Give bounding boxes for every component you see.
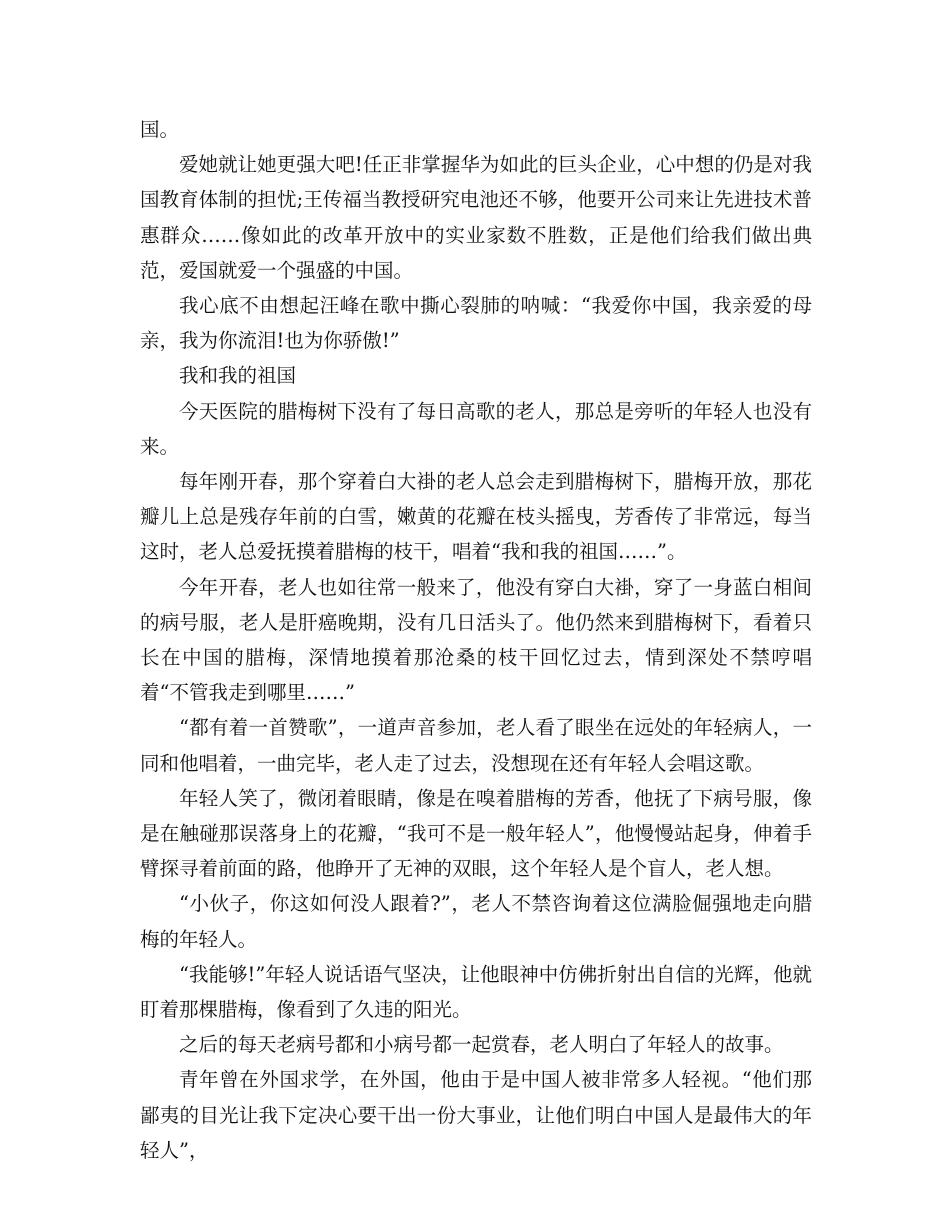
- paragraph: 我心底不由想起汪峰在歌中撕心裂肺的呐喊：“我爱你中国，我亲爱的母亲，我为你流泪!也为你骄傲!”: [140, 294, 812, 353]
- section-heading: 我和我的祖国: [179, 364, 297, 388]
- paragraph: “小伙子，你这如何没人跟着?”，老人不禁咨询着这位满脸倔强地走向腊梅的年轻人。: [140, 892, 812, 951]
- paragraph: 之后的每天老病号都和小病号都一起赏春，老人明白了年轻人的故事。: [179, 1033, 784, 1057]
- document-body: [140, 112, 812, 1168]
- paragraph: 国。: [140, 118, 180, 141]
- paragraph: 每年刚开春，那个穿着白大褂的老人总会走到腊梅树下，腊梅开放，那花瓣儿上总是残存年前的白雪，嫩黄的花瓣在枝头摇曳，芳香传了非常远，每当这时，老人总爱抚摸着腊梅的枝干，唱着“我和我的祖国……”。: [140, 470, 812, 564]
- paragraph: 今天医院的腊梅树下没有了每日高歌的老人，那总是旁听的年轻人也没有来。: [140, 399, 812, 458]
- paragraph: “我能够!”年轻人说话语气坚决，让他眼神中仿佛折射出自信的光辉，他就盯着那棵腊梅，像看到了久违的阳光。: [140, 962, 812, 1022]
- paragraph: 年轻人笑了，微闭着眼睛，像是在嗅着腊梅的芳香，他抚了下病号服，像是在触碰那误落身上的花瓣，“我可不是一般年轻人”，他慢慢站起身，伸着手臂探寻着前面的路，他睁开了无神的双眼，这个年轻人是个盲人，老人想。: [140, 786, 812, 881]
- paragraph: 今年开春，老人也如往常一般来了，他没有穿白大褂，穿了一身蓝白相间的病号服，老人是肝癌晚期，没有几日活头了。他仍然来到腊梅树下，看着只长在中国的腊梅，深情地摸着那沧桑的枝干回忆过去，情到深处不禁哼唱着“不管我走到哪里……”: [140, 575, 812, 705]
- paragraph: 爱她就让她更强大吧!任正非掌握华为如此的巨头企业，心中想的仍是对我国教育体制的担忧;王传福当教授研究电池还不够，他要开公司来让先进技术普惠群众……像如此的改革开放中的实业家数不胜数，正是他们给我们做出典范，爱国就爱一个强盛的中国。: [140, 153, 812, 282]
- paragraph: 青年曾在外国求学，在外国，他由于是中国人被非常多人轻视。“他们那鄙夷的目光让我下定决心要干出一份大事业，让他们明白中国人是最伟大的年轻人”，: [140, 1068, 812, 1162]
- paragraph: “都有着一首赞歌”，一道声音参加，老人看了眼坐在远处的年轻病人，一同和他唱着，一曲完毕，老人走了过去，没想现在还有年轻人会唱这歌。: [140, 716, 812, 775]
